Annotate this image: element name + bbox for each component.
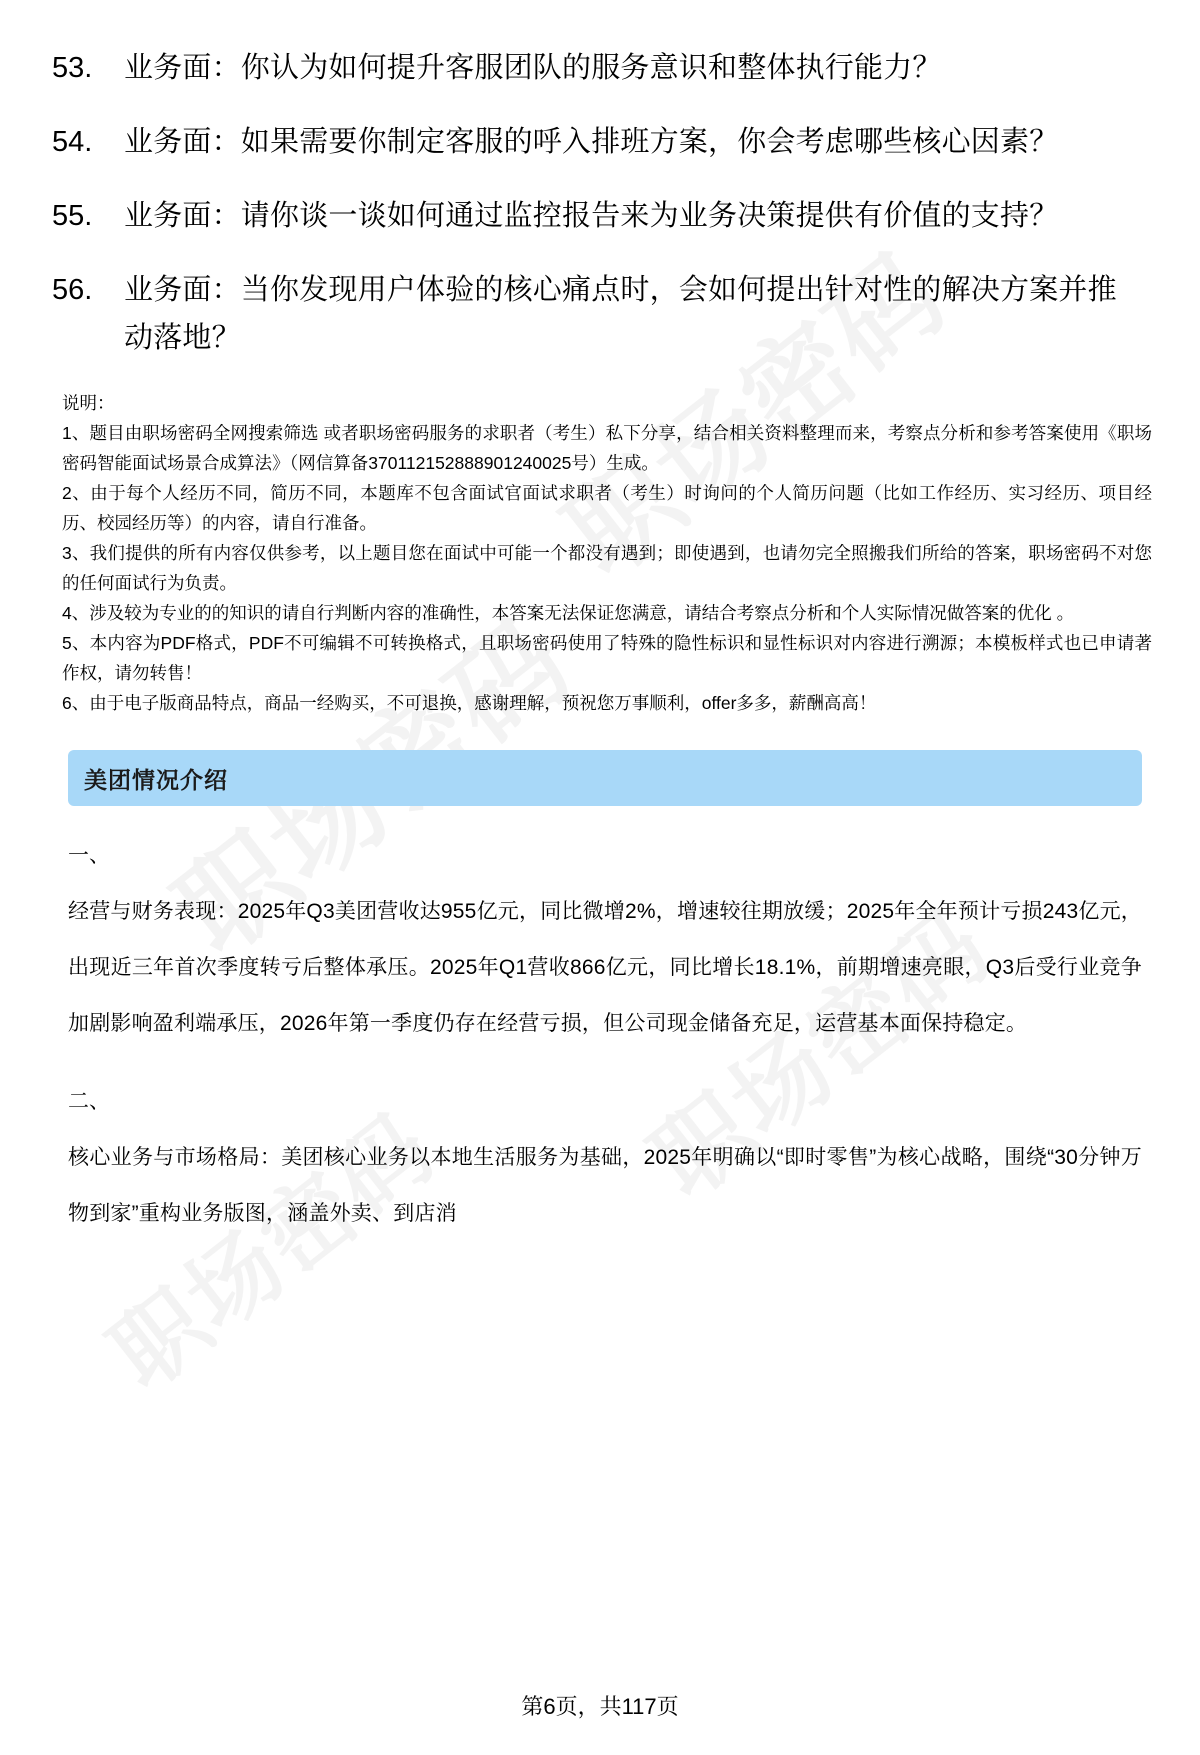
page-number-label: 第6页，共117页: [521, 1694, 679, 1719]
note-item: 4、涉及较为专业的的知识的请自行判断内容的准确性，本答案无法保证您满意，请结合考察点分析和个人实际情况做答案的优化 。: [62, 603, 1075, 623]
section-marker: 二、: [68, 1090, 110, 1113]
section-paragraph: 核心业务与市场格局：美团核心业务以本地生活服务为基础，2025年明确以“即时零售”为核心战略，围绕“30分钟万物到家”重构业务版图，涵盖外卖、到店消: [68, 1146, 1142, 1225]
notes-title: 说明：: [62, 393, 115, 413]
note-item: 5、本内容为PDF格式，PDF不可编辑不可转换格式，且职场密码使用了特殊的隐性标识和显性标识对内容进行溯源；本模板样式也已申请著作权，请勿转售！: [62, 633, 1152, 683]
question-item: [52, 266, 1140, 362]
question-number: 54.: [52, 126, 93, 158]
content-body: [68, 828, 1142, 1242]
question-text: 业务面：如果需要你制定客服的呼入排班方案，你会考虑哪些核心因素？: [124, 126, 1059, 158]
question-item: [52, 44, 1140, 92]
note-item: 1、题目由职场密码全网搜索筛选 或者职场密码服务的求职者（考生）私下分享，结合相关资料整理而来，考察点分析和参考答案使用《职场密码智能面试场景合成算法》（网信算备370112152888901240025号）生成。: [62, 423, 1152, 473]
section-paragraph: 经营与财务表现：2025年Q3美团营收达955亿元，同比微增2%，增速较往期放缓；2025年全年预计亏损243亿元，出现近三年首次季度转亏后整体承压。2025年Q1营收866亿元，同比增长18.1%，前期增速亮眼，Q3后受行业竞争加剧影响盈利端承压，2026年第一季度仍存在经营亏损，但公司现金储备充足，运营基本面保持稳定。: [68, 900, 1142, 1035]
question-text: 业务面：当你发现用户体验的核心痛点时，会如何提出针对性的解决方案并推动落地？: [124, 274, 1117, 354]
question-number: 55.: [52, 200, 93, 232]
section-banner-title: 美团情况介绍: [84, 766, 228, 793]
question-item: [52, 118, 1140, 166]
question-text: 业务面：请你谈一谈如何通过监控报告来为业务决策提供有价值的支持？: [124, 200, 1059, 232]
question-item: [52, 192, 1140, 240]
question-number: 56.: [52, 274, 93, 306]
section-banner: [68, 750, 1142, 806]
page-footer: [0, 1690, 1200, 1721]
note-item: 2、由于每个人经历不同，简历不同，本题库不包含面试官面试求职者（考生）时询问的个人简历问题（比如工作经历、实习经历、项目经历、校园经历等）的内容，请自行准备。: [62, 483, 1152, 533]
question-number: 53.: [52, 52, 93, 84]
note-item: 6、由于电子版商品特点，商品一经购买，不可退换，感谢理解，预祝您万事顺利，offer多多，薪酬高高！: [62, 693, 877, 713]
question-list: [0, 0, 1200, 362]
question-text: 业务面：你认为如何提升客服团队的服务意识和整体执行能力？: [124, 52, 942, 84]
note-item: 3、我们提供的所有内容仅供参考，以上题目您在面试中可能一个都没有遇到；即使遇到，也请勿完全照搬我们所给的答案，职场密码不对您的任何面试行为负责。: [62, 543, 1152, 593]
notes-block: [62, 388, 1152, 718]
section-marker: 一、: [68, 844, 110, 867]
